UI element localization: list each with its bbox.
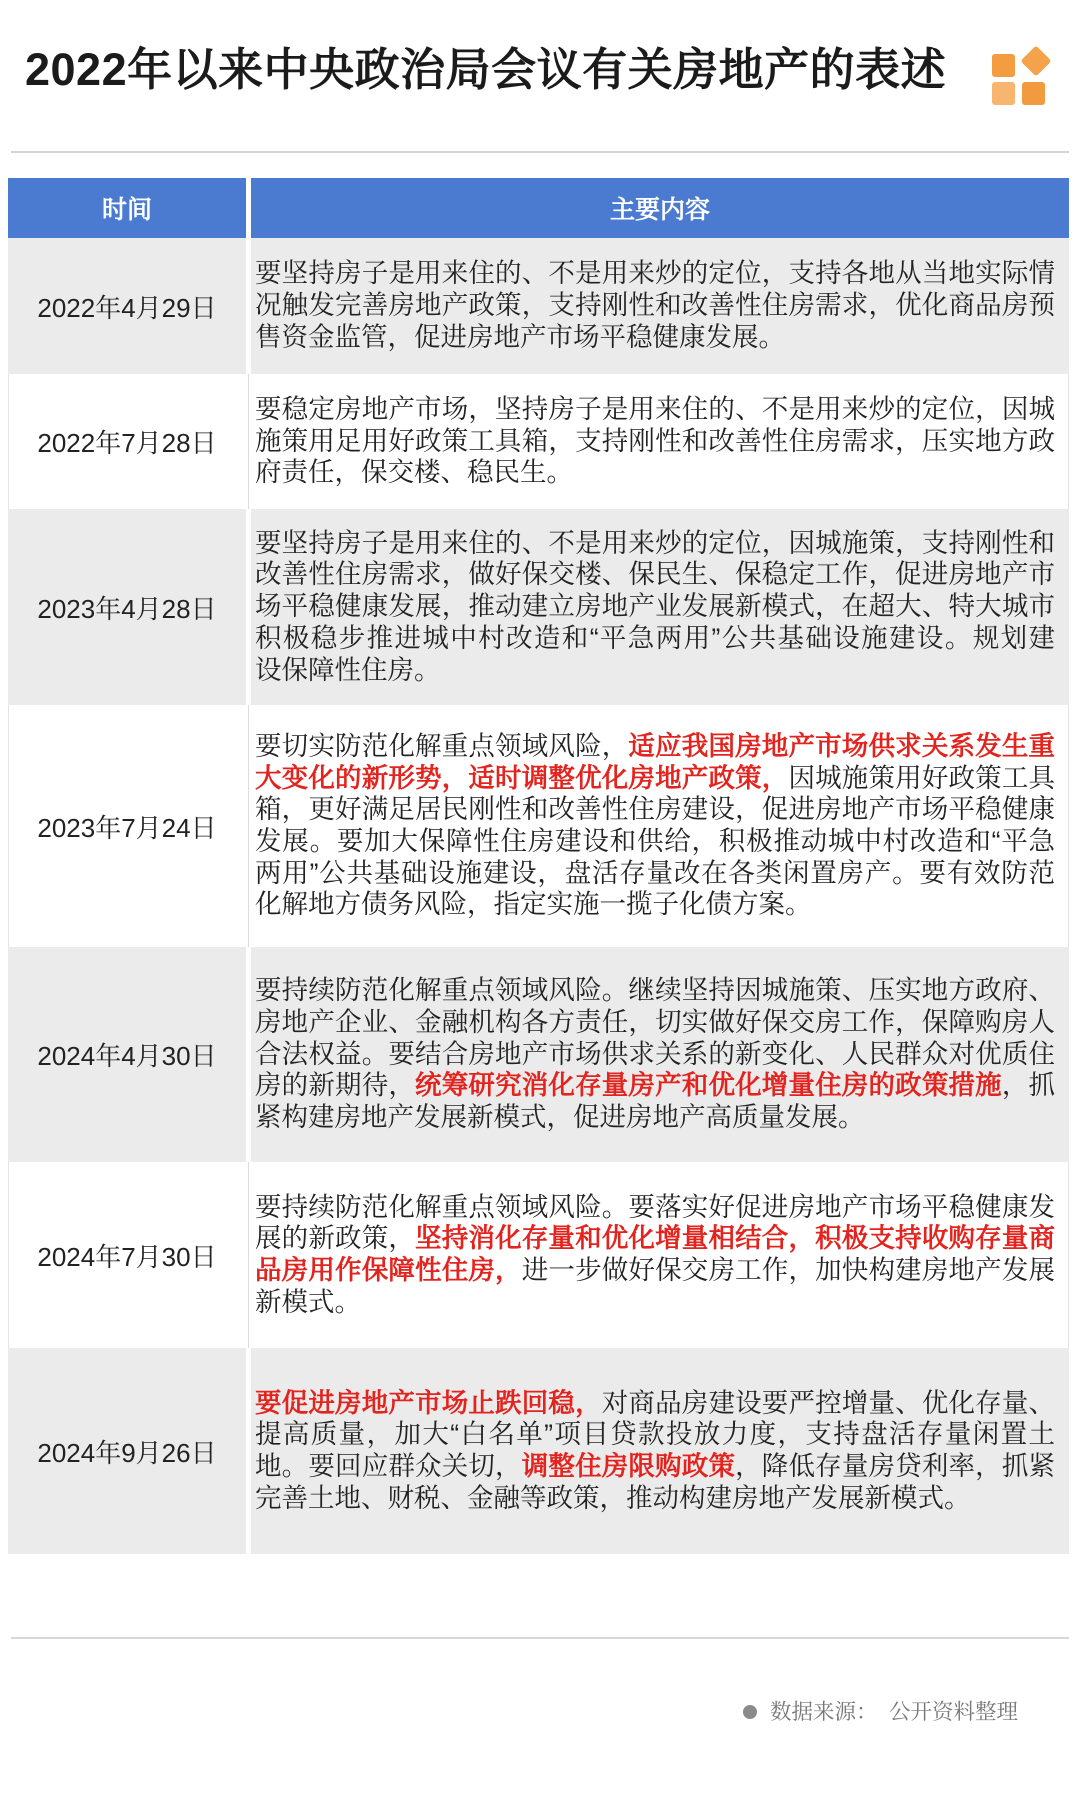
date-cell: 2022年7月28日 bbox=[37, 428, 217, 458]
date-cell: 2023年7月24日 bbox=[37, 812, 217, 843]
content-text: 售资金监管，促进房地产市场平稳健康发展。 bbox=[255, 321, 785, 352]
content-line bbox=[255, 1223, 1055, 1255]
date-cell: 2023年4月28日 bbox=[8, 509, 246, 705]
content-text: 施策用足用好政策工具箱，支持刚性和改善性住房需求，压实地方政 bbox=[255, 425, 1055, 456]
content-text: 紧构建房地产发展新模式，促进房地产高质量发展。 bbox=[255, 1102, 865, 1133]
content-text: 合法权益。要结合房地产市场供求关系的新变化、人民群众对优质住 bbox=[255, 1038, 1055, 1069]
content-line bbox=[255, 528, 1055, 560]
content-text: 完善土地、财税、金融等政策，推动构建房地产发展新模式。 bbox=[255, 1482, 971, 1513]
content-text: 箱，更好满足居民刚性和改善性住房建设，促进房地产市场平稳健康 bbox=[255, 794, 1055, 825]
logo-block bbox=[992, 54, 1015, 77]
content-line bbox=[255, 322, 1055, 354]
content-text: 要坚持房子是用来住的、不是用来炒的定位，因城施策，支持刚性和 bbox=[255, 527, 1055, 558]
header-content: 主要内容 bbox=[251, 178, 1069, 238]
date-cell: 2024年9月26日 bbox=[8, 1348, 246, 1554]
orange-blocks-logo-icon bbox=[988, 44, 1058, 110]
content-line bbox=[255, 1388, 1055, 1420]
content-text: 化解地方债务风险，指定实施一揽子化债方案。 bbox=[255, 889, 812, 920]
content-text: 场平稳健康发展，推动建立房地产业发展新模式，在超大、特大城市 bbox=[255, 591, 1055, 622]
content-line bbox=[255, 394, 1055, 426]
logo-block bbox=[992, 82, 1015, 105]
dot-icon bbox=[743, 1705, 757, 1719]
content-text: ，抓 bbox=[1001, 1070, 1056, 1101]
content-text: 进一步做好保交房工作，加快构建房地产发展 bbox=[521, 1255, 1056, 1285]
content-text: 况触发完善房地产政策，支持刚性和改善性住房需求，优化商品房预 bbox=[255, 290, 1055, 321]
content-text: 对商品房建设要严控增量、优化存量、 bbox=[601, 1387, 1056, 1418]
content-line bbox=[255, 1483, 1055, 1515]
content-line bbox=[255, 1287, 1055, 1319]
title-divider bbox=[11, 151, 1069, 153]
content-text: 要持续防范化解重点领域风险。要落实好促进房地产市场平稳健康发 bbox=[255, 1191, 1055, 1222]
content-text: 发展。要加大保障性住房建设和供给，积极推动城中村改造和“平急 bbox=[255, 826, 1055, 856]
content-cell bbox=[251, 1162, 1069, 1348]
content-text: 展的新政策， bbox=[255, 1223, 416, 1254]
highlighted-text: 坚持消化存量和优化增量相结合，积极支持收购存量商 bbox=[415, 1223, 1056, 1254]
highlighted-text: 调整住房限购政策 bbox=[521, 1451, 736, 1481]
table-row bbox=[8, 705, 1069, 947]
content-text: 要切实防范化解重点领域风险， bbox=[255, 730, 629, 761]
highlighted-text: 适应我国房地产市场供求关系发生重 bbox=[628, 730, 1056, 761]
content-line bbox=[255, 763, 1055, 795]
table-header bbox=[8, 178, 1069, 238]
content-line bbox=[255, 1192, 1055, 1224]
content-text: 要稳定房地产市场，坚持房子是用来住的、不是用来炒的定位，因城 bbox=[255, 393, 1055, 424]
content-line bbox=[255, 1102, 1055, 1134]
statements-table bbox=[8, 178, 1069, 1554]
content-line bbox=[255, 858, 1055, 890]
highlighted-text: 品房用作保障性住房， bbox=[255, 1255, 522, 1285]
content-text: 地。要回应群众关切， bbox=[255, 1451, 522, 1481]
content-line bbox=[255, 1419, 1055, 1451]
content-line bbox=[255, 258, 1055, 290]
highlighted-text: 统筹研究消化存量房产和优化增量住房的政策措施 bbox=[415, 1070, 1002, 1101]
bottom-divider bbox=[11, 1637, 1069, 1639]
content-line bbox=[255, 290, 1055, 322]
content-text: ，降低存量房贷利率，抓紧 bbox=[735, 1451, 1056, 1481]
content-text: 要持续防范化解重点领域风险。继续坚持因城施策、压实地方政府、 bbox=[255, 975, 1055, 1006]
content-line bbox=[255, 1255, 1055, 1287]
date-cell: 2024年4月30日 bbox=[8, 947, 246, 1162]
content-text: 积极稳步推进城中村改造和“平急两用”公共基础设施建设。规划建 bbox=[255, 622, 1055, 653]
date-cell: 2024年7月30日 bbox=[37, 1241, 217, 1272]
table-row bbox=[8, 509, 1069, 705]
content-text: 府责任，保交楼、稳民生。 bbox=[255, 457, 573, 488]
highlighted-text: 大变化的新形势，适时调整优化房地产政策， bbox=[255, 762, 789, 793]
content-line bbox=[255, 1039, 1055, 1071]
content-line bbox=[255, 591, 1055, 623]
content-line bbox=[255, 1007, 1055, 1039]
content-text: 要坚持房子是用来住的、不是用来炒的定位，支持各地从当地实际情 bbox=[255, 258, 1055, 289]
content-cell bbox=[251, 238, 1069, 374]
content-text: 因城施策用好政策工具 bbox=[788, 762, 1056, 793]
source-value: 公开资料整理 bbox=[889, 1700, 1019, 1724]
content-text: 房地产企业、金融机构各方责任，切实做好保交房工作，保障购房人 bbox=[255, 1006, 1055, 1037]
content-text: 房的新期待， bbox=[255, 1070, 416, 1101]
logo-block bbox=[1022, 82, 1045, 105]
content-line bbox=[255, 559, 1055, 591]
content-cell bbox=[251, 705, 1069, 947]
content-line bbox=[255, 794, 1055, 826]
content-line bbox=[255, 826, 1055, 858]
table-body bbox=[8, 238, 1069, 1554]
logo-block bbox=[1020, 45, 1051, 76]
table-row bbox=[8, 238, 1069, 374]
content-text: 改善性住房需求，做好保交楼、保民生、保稳定工作，促进房地产市 bbox=[255, 559, 1055, 590]
content-text: 新模式。 bbox=[255, 1286, 361, 1317]
table-row bbox=[8, 1348, 1069, 1554]
content-text: 两用”公共基础设施建设，盘活存量改在各类闲置房产。要有效防范 bbox=[255, 857, 1055, 888]
content-text: 设保障性住房。 bbox=[255, 654, 441, 685]
page-title: 2022年以来中央政治局会议有关房地产的表述 bbox=[25, 44, 947, 95]
content-cell bbox=[251, 947, 1069, 1162]
content-text: 提高质量，加大“白名单”项目贷款投放力度，支持盘活存量闲置土 bbox=[255, 1419, 1055, 1450]
date-cell: 2022年4月29日 bbox=[8, 238, 246, 374]
table-row bbox=[8, 374, 1069, 509]
content-cell bbox=[251, 1348, 1069, 1554]
content-line bbox=[255, 457, 1055, 489]
content-line bbox=[255, 1070, 1055, 1102]
header-date: 时间 bbox=[8, 178, 246, 238]
table-row bbox=[8, 1162, 1069, 1348]
content-cell bbox=[251, 374, 1069, 509]
content-line bbox=[255, 731, 1055, 763]
highlighted-text: 要促进房地产市场止跌回稳， bbox=[255, 1387, 602, 1418]
content-line bbox=[255, 426, 1055, 458]
content-cell bbox=[251, 509, 1069, 705]
source-label: 数据来源： bbox=[770, 1700, 878, 1724]
content-line bbox=[255, 623, 1055, 655]
content-line bbox=[255, 1451, 1055, 1483]
content-line bbox=[255, 655, 1055, 687]
content-line bbox=[255, 889, 1055, 921]
content-line bbox=[255, 975, 1055, 1007]
table-row bbox=[8, 947, 1069, 1162]
